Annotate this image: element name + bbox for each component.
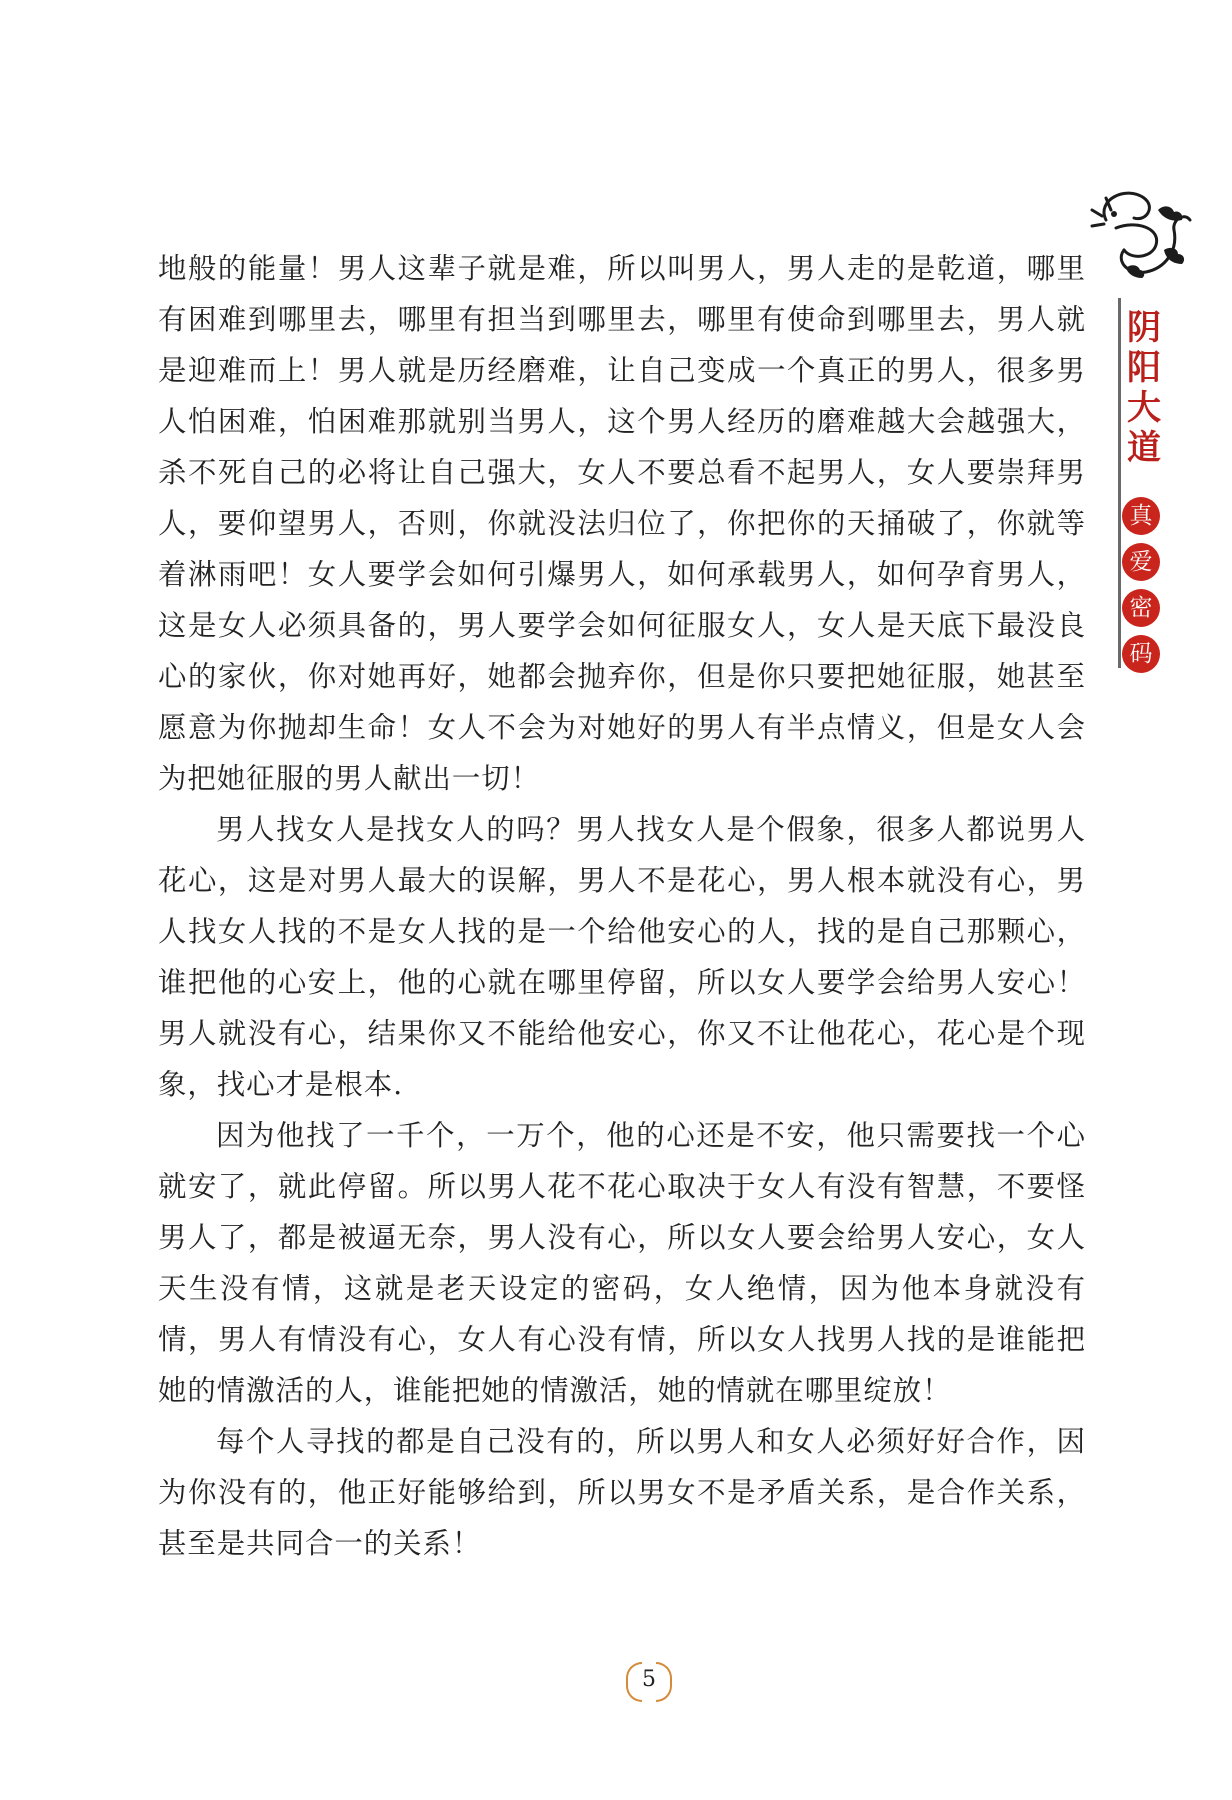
chapter-title-badges xyxy=(1122,497,1162,673)
side-divider xyxy=(1118,298,1121,668)
body-text xyxy=(158,243,1086,1569)
chapter-title-char: 密 xyxy=(1122,589,1160,627)
page-number-bracket-left xyxy=(626,1662,642,1702)
page-number-value: 5 xyxy=(642,1667,656,1692)
chapter-title-char: 码 xyxy=(1122,635,1160,673)
page-number-bracket-right xyxy=(656,1662,672,1702)
paragraph: 地般的能量！男人这辈子就是难，所以叫男人，男人走的是乾道，哪里有困难到哪里去，哪里有担当到哪里去，哪里有使命到哪里去，男人就是迎难而上！男人就是历经磨难，让自己变成一个真正的男人，很多男人怕困难，怕困难那就别当男人，这个男人经历的磨难越大会越强大，杀不死自己的必将让自己强大，女人不要总看不起男人，女人要崇拜男人，要仰望男人，否则，你就没法归位了，你把你的天捅破了，你就等着淋雨吧！女人要学会如何引爆男人，如何承载男人，如何孕育男人，这是女人必须具备的，男人要学会如何征服女人，女人是天底下最没良心的家伙，你对她再好，她都会抛弃你，但是你只要把她征服，她甚至愿意为你抛却生命！女人不会为对她好的男人有半点情义，但是女人会为把她征服的男人献出一切！ xyxy=(158,252,1086,795)
paragraph: 男人找女人是找女人的吗？男人找女人是个假象，很多人都说男人花心，这是对男人最大的误解，男人不是花心，男人根本就没有心，男人找女人找的不是女人找的是一个给他安心的人，找的是自己那颗心，谁把他的心安上，他的心就在哪里停留，所以女人要学会给男人安心！男人就没有心，结果你又不能给他安心，你又不让他花心，花心是个现象，找心才是根本. xyxy=(158,813,1086,1101)
series-title: 阴阳大道 xyxy=(1127,308,1161,468)
chapter-title-char: 真 xyxy=(1122,497,1160,535)
paragraph: 因为他找了一千个，一万个，他的心还是不安，他只需要找一个心就安了，就此停留。所以男人花不花心取决于女人有没有智慧，不要怪男人了，都是被逼无奈，男人没有心，所以女人要会给男人安心，女人天生没有情，这就是老天设定的密码，女人绝情，因为他本身就没有情，男人有情没有心，女人有心没有情，所以女人找男人找的是谁能把她的情激活的人，谁能把她的情激活，她的情就在哪里绽放！ xyxy=(158,1119,1086,1407)
page-number xyxy=(626,1660,672,1700)
chapter-title-char: 爱 xyxy=(1122,543,1160,581)
paragraph: 每个人寻找的都是自己没有的，所以男人和女人必须好好合作，因为你没有的，他正好能够给到，所以男女不是矛盾关系，是合作关系，甚至是共同合一的关系！ xyxy=(158,1425,1086,1560)
dragon-icon xyxy=(1086,180,1196,285)
